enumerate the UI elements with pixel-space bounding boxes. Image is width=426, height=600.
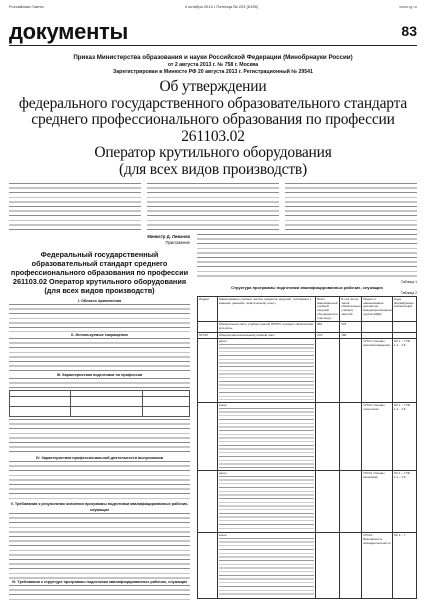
table-cell: ОК 1 – 7 ПК 1.1 – 1.6 — [392, 339, 416, 403]
order-registration: Зарегистрирован в Минюсте РФ 20 августа 2013 г. Регистрационный № 29541 — [113, 69, 313, 75]
table-cell: Общепрофессиональный учебный цикл — [217, 332, 316, 339]
table-cell — [198, 322, 218, 332]
headline-line: Об утверждении — [159, 78, 267, 95]
table-cell: 180 — [340, 332, 362, 339]
table-number: Таблица 2 — [400, 291, 417, 295]
cell-label: уметь: — [218, 471, 228, 476]
table-cell — [217, 403, 316, 471]
table-header: Индекс и наименование дисциплин, междисциплинарных курсов (МДК) — [362, 297, 393, 322]
appendix-label: Приложение — [165, 240, 190, 245]
headline-line: (для всех видов производств) — [119, 160, 307, 178]
table-cell — [217, 533, 316, 599]
table-row — [198, 403, 417, 471]
cell-text — [219, 538, 315, 596]
table-cell — [316, 471, 340, 533]
table-cell — [340, 471, 362, 533]
order-date: от 2 августа 2013 г. № 758 г. Москва — [167, 62, 259, 68]
cell-label: знать: — [218, 403, 228, 408]
table-cell — [340, 339, 362, 403]
left-column — [9, 234, 190, 600]
preamble-text-col-2 — [147, 183, 279, 231]
headline-line: среднего профессионального образования по профессии 261103.02 — [31, 111, 395, 145]
section-text — [9, 461, 190, 501]
section-text — [9, 513, 190, 579]
table-cell — [362, 322, 393, 332]
cell-label: уметь: — [218, 339, 228, 344]
preamble-columns — [9, 183, 417, 231]
table-cell — [362, 332, 393, 339]
table-header-row — [198, 297, 417, 322]
table-cell — [316, 533, 340, 599]
structure-table — [197, 296, 417, 599]
section-heading: I. Область применения — [77, 299, 122, 303]
section-text — [9, 419, 190, 455]
table-row — [198, 332, 417, 339]
cell-text — [219, 408, 315, 468]
table-cell: 864 — [316, 322, 340, 332]
preamble-text-col-3 — [285, 183, 417, 231]
table-caption: Структура программы подготовки квалифицированных рабочих, служащих — [231, 285, 383, 290]
table-cell: ОП.03. Основы экономики — [362, 471, 393, 533]
headline-line: Оператор крутильного оборудования — [94, 144, 332, 161]
headline — [9, 79, 417, 178]
section-heading: III. Характеристика подготовки по профессии — [56, 373, 143, 377]
cell-label: знать: — [218, 533, 228, 538]
table-cell — [340, 533, 362, 599]
table-cell: 270 — [316, 332, 340, 339]
table-cell — [198, 471, 218, 533]
cell-text — [219, 476, 315, 530]
section-heading: V. Требования к результатам освоения программы подготовки квалифицированных рабочих, служащих — [10, 502, 189, 512]
section-heading: II. Используемые сокращения — [71, 333, 128, 337]
section-text — [9, 378, 190, 388]
abbreviations-text — [9, 338, 190, 372]
table-header: Всего максимальной учебной нагрузки обучающегося (час./нед.) — [316, 297, 340, 322]
table-cell — [392, 332, 416, 339]
table-cell — [217, 339, 316, 403]
training-terms-table — [9, 390, 190, 417]
table-row — [198, 322, 417, 332]
top-bar — [9, 4, 417, 16]
table-row — [198, 471, 417, 533]
table-cell — [316, 339, 340, 403]
section-text — [9, 304, 190, 332]
table-cell: ОК 1 – 7 — [392, 533, 416, 599]
cell-text — [219, 344, 315, 400]
table-header: Коды формируемых компетенций — [392, 297, 416, 322]
headline-line: федерального государственного образовательного стандарта — [18, 94, 408, 112]
table-cell — [340, 403, 362, 471]
table-row — [198, 339, 417, 403]
table-cell — [198, 403, 218, 471]
order-block — [9, 54, 417, 178]
section-title: документы — [9, 19, 129, 44]
table-row — [198, 533, 417, 599]
table-header: Индекс — [198, 297, 218, 322]
table-cell — [198, 339, 218, 403]
table-cell: ОП.02. Основы технологии — [362, 403, 393, 471]
publication-name: Российская Газета — [9, 4, 44, 9]
table-cell — [198, 533, 218, 599]
table-cell: ОП.01. Основы материаловедения — [362, 339, 393, 403]
main-body — [9, 234, 417, 600]
table-cell: ОП.04. Безопасность жизнедеятельности — [362, 533, 393, 599]
page-number: 83 — [401, 23, 417, 39]
order-title: Приказ Министерства образования и науки Российской Федерации (Минобрнауки России) — [73, 54, 353, 61]
section-heading: IV. Характеристика профессиональной деятельности выпускников — [35, 456, 164, 460]
standard-title: Федеральный государственный образовательный стандарт среднего профессионального образования по профессии 261103.02 Оператор крутильного оборудования (для всех видов производств) — [10, 250, 189, 295]
site-url[interactable]: www.rg.ru — [399, 4, 417, 9]
table-cell — [316, 403, 340, 471]
table-header: В том числе часов обязательных учебных занятий — [340, 297, 362, 322]
table-cell: Обязательная часть учебных циклов ППКРС и раздел «Физическая культура» — [217, 322, 316, 332]
right-intro-text — [197, 234, 417, 280]
preamble-text-col-1 — [9, 183, 141, 231]
right-column — [197, 234, 417, 600]
table-cell: ОК 1 – 7 ПК 1.1 – 1.5 — [392, 471, 416, 533]
table-cell: 576 — [340, 322, 362, 332]
minister-signature: Министр Д. Ливанов — [147, 234, 190, 239]
section-text — [9, 585, 190, 600]
table-cell — [217, 471, 316, 533]
section-heading: VI. Требования к структуре программы подготовки квалифицированных рабочих, служащих — [11, 580, 188, 584]
table-header: Наименование учебных циклов, разделов, модулей, требования к знаниям, умениям, практическому опыту — [217, 297, 316, 322]
table-cell: ОП.00 — [198, 332, 218, 339]
table-cell — [392, 322, 416, 332]
table-number: Таблица 1 — [400, 280, 417, 284]
table-cell: ОК 1 – 7 ПК 1.1 – 1.6 — [392, 403, 416, 471]
section-header — [9, 16, 417, 46]
issue-info: 4 октября 2013 • Пятница № 223 (6198) — [184, 4, 259, 9]
